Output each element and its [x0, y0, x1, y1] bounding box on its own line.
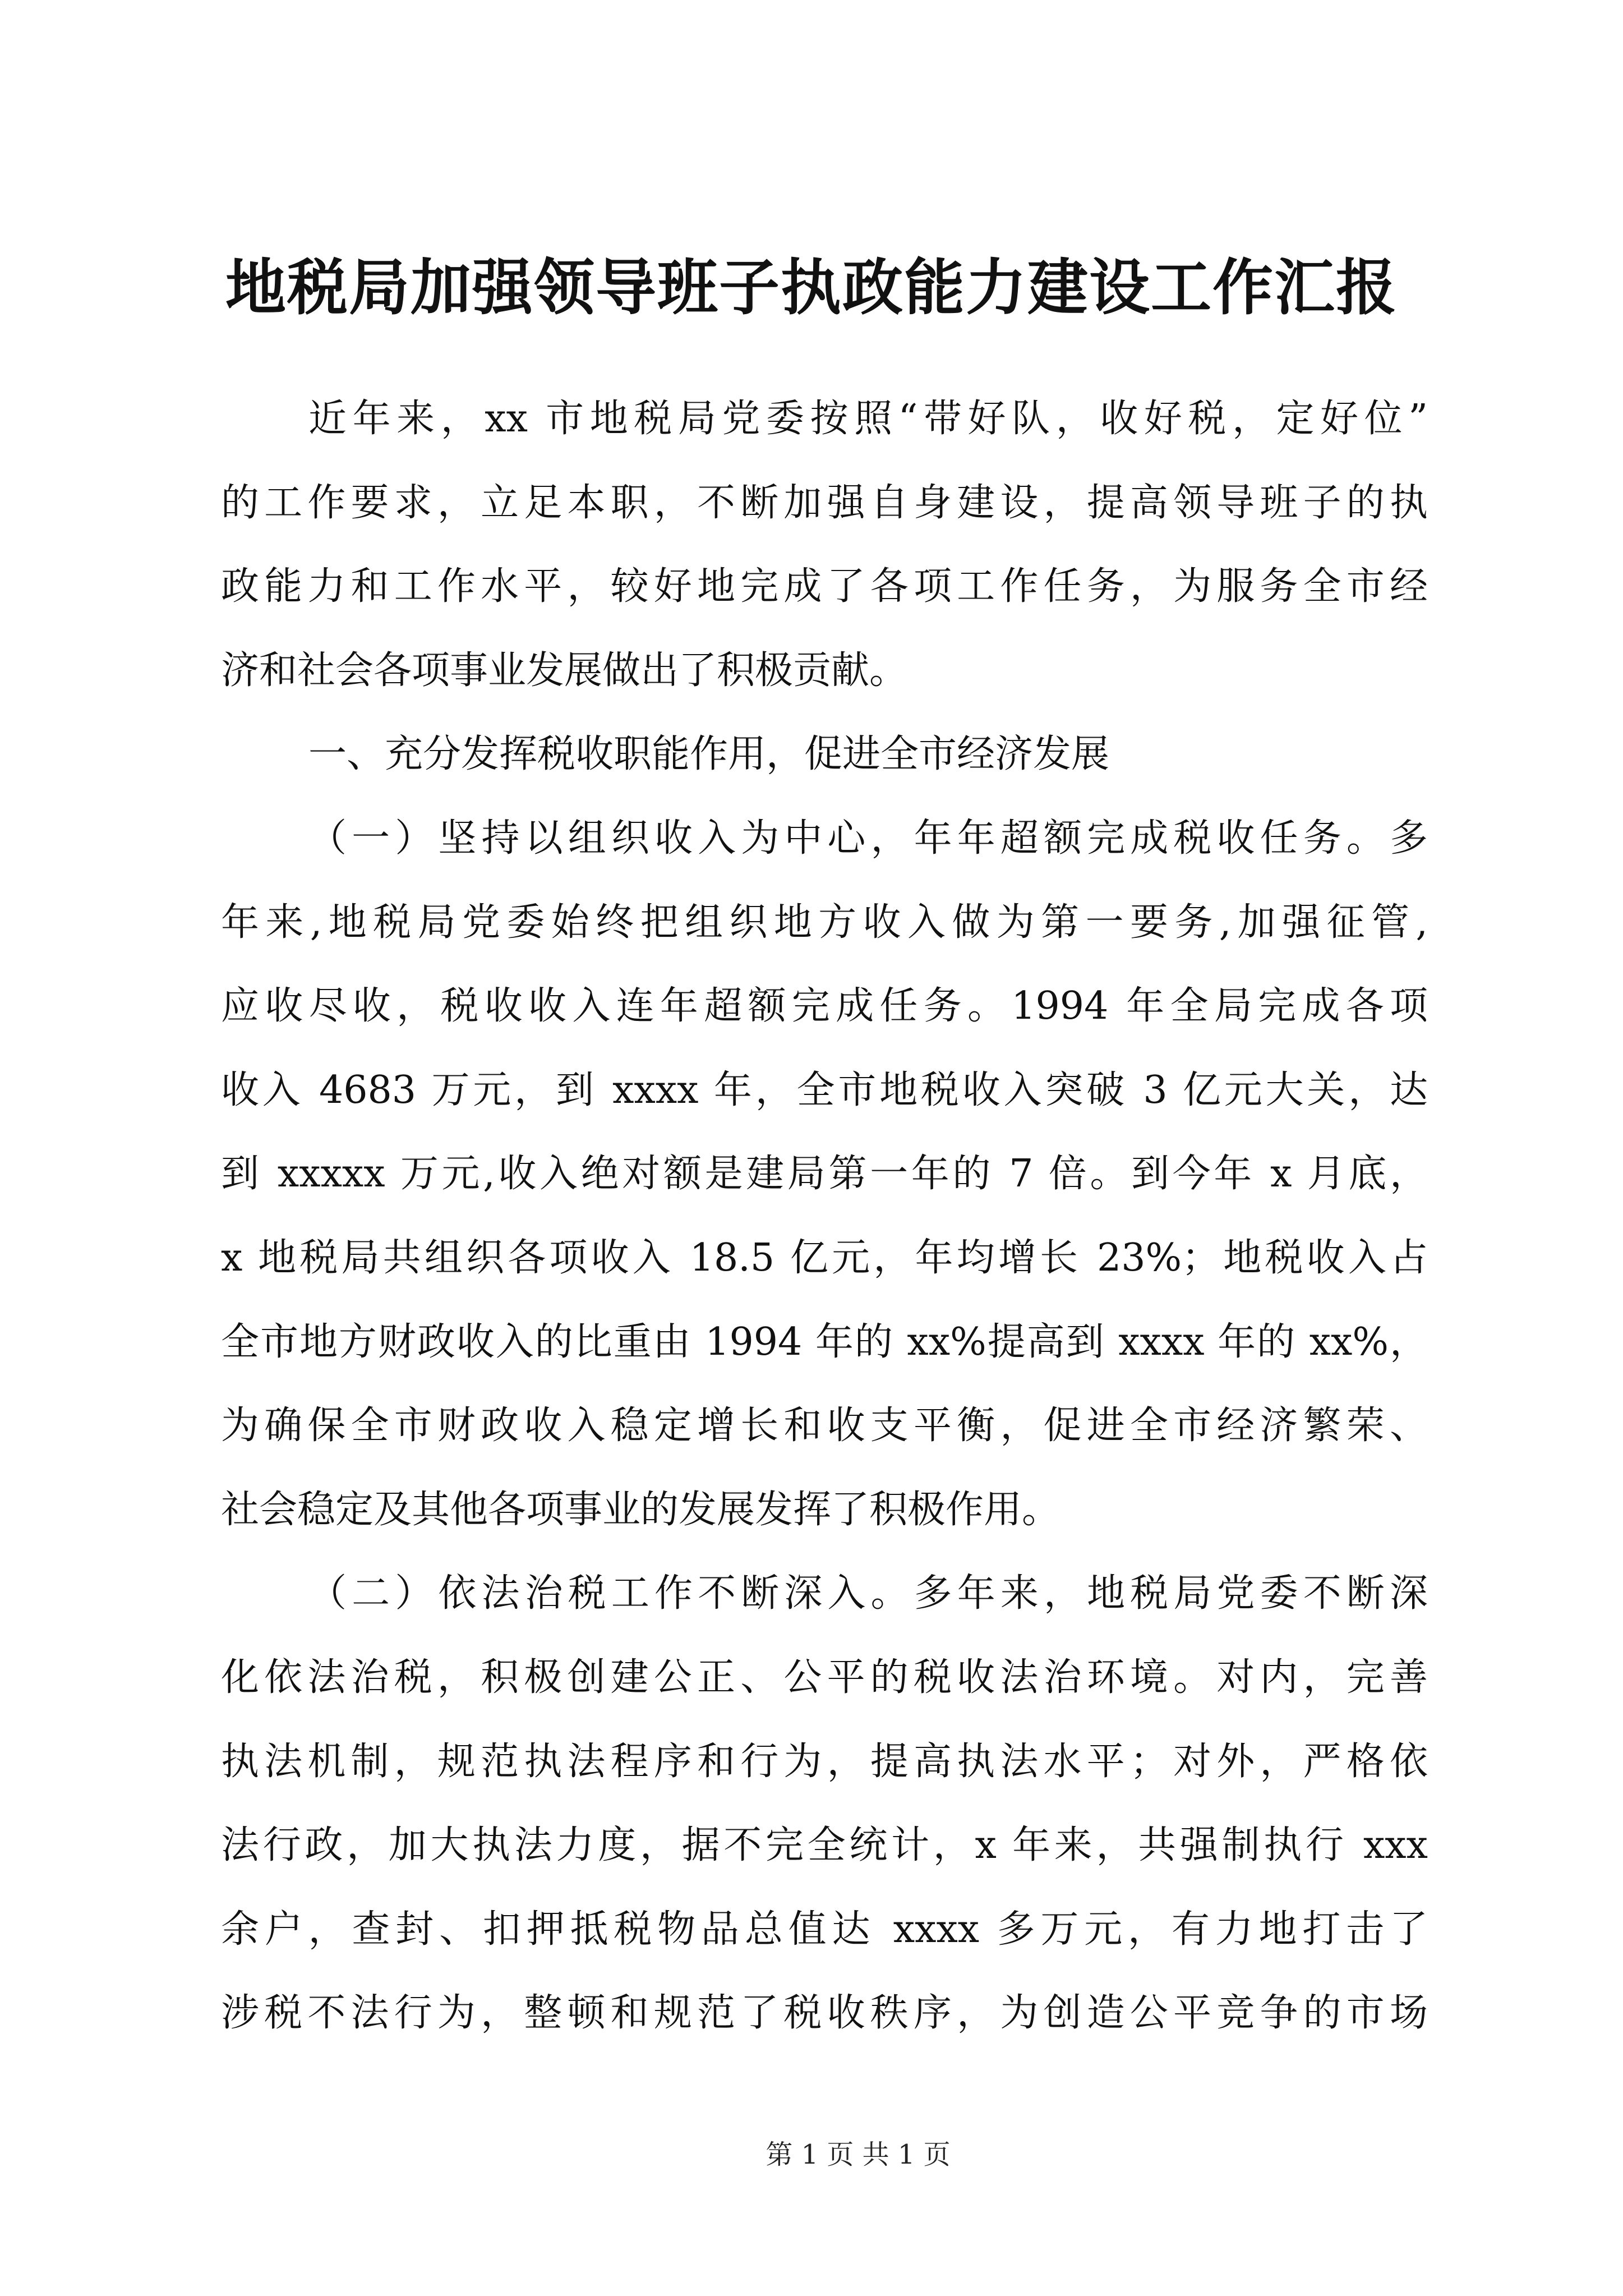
body-line: 年来,地税局党委始终把组织地方收入做为第一要务,加强征管,	[221, 900, 1428, 945]
paragraph-intro	[221, 377, 1428, 712]
section-heading	[221, 712, 1428, 797]
body-line: 余户，查封、扣押抵税物品总值达 xxxx 多万元，有力地打击了	[221, 1907, 1428, 1952]
body-line: 涉税不法行为，整顿和规范了税收秩序，为创造公平竞争的市场	[221, 1991, 1428, 2036]
body-line: 近年来，xx 市地税局党委按照“带好队，收好税，定好位”	[308, 397, 1428, 441]
body-line: 的工作要求，立足本职，不断加强自身建设，提高领导班子的执	[221, 480, 1428, 525]
body-line: 政能力和工作水平，较好地完成了各项工作任务，为服务全市经	[221, 564, 1428, 609]
body-line: 应收尽收，税收收入连年超额完成任务。1994 年全局完成各项	[221, 984, 1428, 1029]
body-line: 收入 4683 万元，到 xxxx 年，全市地税收入突破 3 亿元大关，达	[221, 1068, 1428, 1112]
document-title: 地税局加强领导班子执政能力建设工作汇报	[225, 252, 1398, 323]
body-line: 为确保全市财政收入稳定增长和收支平衡，促进全市经济繁荣、	[221, 1404, 1428, 1448]
body-line: 社会稳定及其他各项事业的发展发挥了积极作用。	[221, 1487, 1061, 1532]
paragraph-subsection-2	[221, 1552, 1428, 2055]
body-line: 法行政，加大执法力度，据不完全统计，x 年来，共强制执行 xxx	[221, 1823, 1428, 1868]
body-line: 到 xxxxx 万元,收入绝对额是建局第一年的 7 倍。到今年 x 月底，	[221, 1152, 1428, 1197]
body-line: 执法机制，规范执法程序和行为，提高执法水平；对外，严格依	[221, 1739, 1428, 1784]
body-line: x 地税局共组织各项收入 18.5 亿元，年均增长 23%；地税收入占	[221, 1235, 1428, 1280]
body-line: 全市地方财政收入的比重由 1994 年的 xx%提高到 xxxx 年的 xx%，	[221, 1319, 1428, 1364]
document-body	[221, 377, 1428, 2055]
body-line: （二）依法治税工作不断深入。多年来，地税局党委不断深	[308, 1571, 1428, 1616]
paragraph-subsection-1	[221, 797, 1428, 1552]
section-heading-line: 一、充分发挥税收职能作用，促进全市经济发展	[308, 732, 1110, 777]
body-line: 化依法治税，积极创建公正、公平的税收法治环境。对内，完善	[221, 1655, 1428, 1700]
page-number-footer: 第 1 页 共 1 页	[766, 2139, 951, 2170]
body-line: 济和社会各项事业发展做出了积极贡献。	[221, 648, 908, 693]
body-line: （一）坚持以组织收入为中心，年年超额完成税收任务。多	[308, 816, 1428, 861]
